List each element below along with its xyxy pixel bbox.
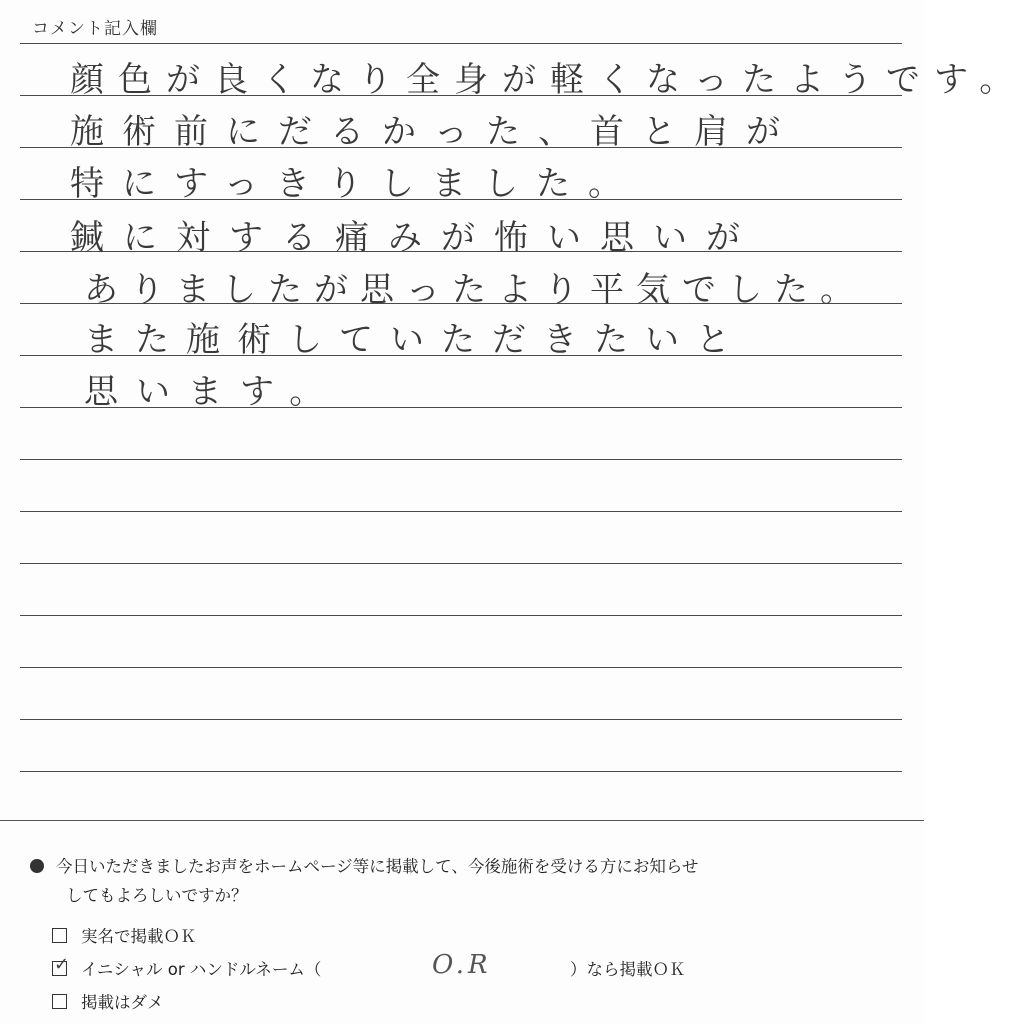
bullet-icon	[30, 859, 44, 873]
option-no-post[interactable]	[52, 989, 164, 1013]
consent-question	[30, 852, 890, 910]
checkbox-initials[interactable]	[52, 953, 70, 976]
ruled-line	[20, 511, 902, 512]
ruled-line	[20, 459, 902, 460]
ruled-line	[20, 771, 902, 772]
handwritten-line-3: 特にすっきりしました。	[70, 164, 640, 204]
ruled-line	[20, 563, 902, 564]
consent-question-line-1: 今日いただきましたお声をホームページ等に掲載して、今後施術を受ける方にお知らせ	[56, 857, 699, 876]
handwritten-line-4: 鍼に対する痛みが怖い思いが	[70, 218, 759, 258]
consent-question-line-2: してもよろしいですか？	[66, 886, 248, 905]
ruled-line	[20, 719, 902, 720]
option-no-post-label: 掲載はダメ	[81, 993, 164, 1012]
checkbox-no-post[interactable]	[52, 994, 67, 1009]
handle-name-value[interactable]: O.R	[432, 950, 492, 980]
handwritten-line-5: ありましたが思ったより平気でした。	[84, 270, 866, 310]
handwritten-line-6: また施術していただきたいと	[84, 320, 747, 360]
comment-field-title: コメント記入欄	[32, 19, 158, 39]
ruled-line	[20, 615, 902, 616]
section-divider	[0, 820, 924, 821]
ruled-line	[20, 43, 902, 44]
handwritten-line-7: 思います。	[84, 372, 342, 412]
option-initials-suffix: ）なら掲載ＯＫ	[570, 960, 686, 979]
option-real-name[interactable]	[52, 923, 197, 947]
option-real-name-label: 実名で掲載ＯＫ	[81, 927, 197, 946]
handwritten-line-2: 施術前にだるかった、首と肩が	[70, 112, 798, 152]
ruled-line	[20, 667, 902, 668]
option-initials-label: イニシャル or ハンドルネーム（	[81, 960, 322, 979]
checkbox-real-name[interactable]	[52, 928, 67, 943]
checkmark-icon: ✓	[54, 953, 70, 975]
option-initials[interactable]	[52, 953, 322, 980]
handwritten-line-1: 顔色が良くなり全身が軽くなったようです。	[70, 60, 1027, 100]
